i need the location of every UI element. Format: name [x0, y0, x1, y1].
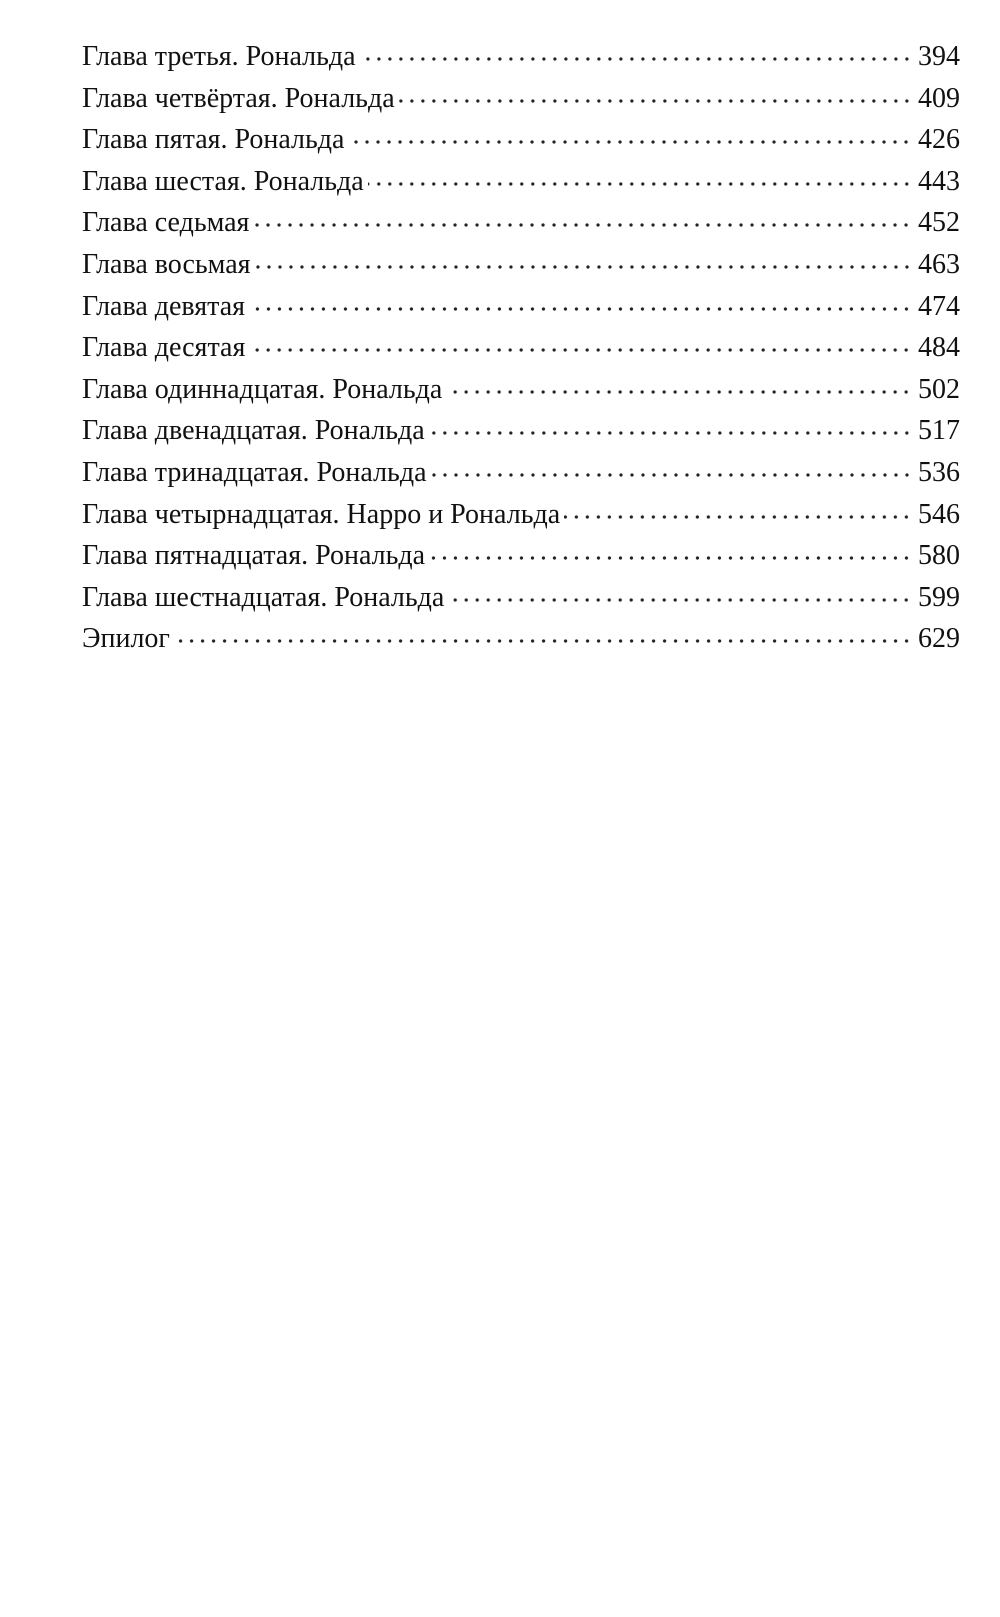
toc-entry: [82, 494, 960, 536]
dot-leader: [348, 120, 912, 148]
toc-entry-page-number: 463: [918, 248, 960, 280]
dot-leader: [249, 328, 912, 356]
toc-entry-title: Глава шестая. Рональда: [82, 165, 364, 197]
toc-entry: [82, 161, 960, 203]
dot-leader: [249, 287, 912, 315]
toc-entry: [82, 452, 960, 494]
dot-leader: [360, 37, 912, 65]
dot-leader: [446, 370, 912, 398]
toc-entry-page-number: 517: [918, 415, 960, 447]
toc-entry: [82, 369, 960, 411]
toc-entry: [82, 78, 960, 120]
dot-leader: [255, 245, 912, 273]
toc-entry-title: Глава пятая. Рональда: [82, 124, 345, 156]
toc-entry-title: Глава одиннадцатая. Рональда: [82, 373, 443, 405]
toc-entry-page-number: 409: [918, 82, 960, 114]
dot-leader: [174, 619, 912, 647]
toc-entry-page-number: 599: [918, 581, 960, 613]
dot-leader: [429, 411, 912, 439]
toc-entry: [82, 36, 960, 78]
toc-entry-page-number: 502: [918, 373, 960, 405]
toc-entry-page-number: 426: [918, 124, 960, 156]
toc-entry-title: Глава четвёртая. Рональда: [82, 82, 395, 114]
toc-entry-page-number: 580: [918, 540, 960, 572]
toc-entry-title: Глава девятая: [82, 290, 246, 322]
dot-leader: [253, 203, 912, 231]
dot-leader: [368, 162, 912, 190]
toc-entry-page-number: 474: [918, 290, 960, 322]
toc-entry-page-number: 629: [918, 623, 960, 655]
dot-leader: [564, 495, 912, 523]
toc-entry-page-number: 394: [918, 41, 960, 72]
toc-entry: [82, 244, 960, 286]
table-of-contents: [82, 36, 960, 660]
toc-entry-title: Глава шестнадцатая. Рональда: [82, 581, 445, 613]
toc-entry: [82, 202, 960, 244]
dot-leader: [431, 453, 912, 481]
toc-entry-title: Глава двенадцатая. Рональда: [82, 415, 425, 447]
toc-entry-title: Глава четырнадцатая. Нарро и Рональда: [82, 498, 561, 530]
toc-entry-page-number: 536: [918, 456, 960, 488]
toc-entry-title: Эпилог: [82, 623, 170, 655]
toc-entry: [82, 577, 960, 619]
toc-entry-page-number: 452: [918, 207, 960, 239]
toc-entry-page-number: 443: [918, 165, 960, 197]
toc-entry: [82, 327, 960, 369]
toc-entry: [82, 119, 960, 161]
toc-entry: [82, 286, 960, 328]
toc-entry-title: Глава восьмая: [82, 248, 251, 280]
toc-entry-title: Глава пятнадцатая. Рональда: [82, 540, 426, 572]
dot-leader: [429, 536, 912, 564]
toc-entry-title: Глава десятая: [82, 332, 246, 364]
toc-entry-title: Глава седьмая: [82, 207, 250, 239]
toc-entry-page-number: 484: [918, 332, 960, 364]
toc-entry: [82, 535, 960, 577]
toc-entry: [82, 410, 960, 452]
dot-leader: [448, 578, 912, 606]
toc-entry: [82, 618, 960, 660]
dot-leader: [399, 79, 912, 107]
toc-entry-title: Глава тринадцатая. Рональда: [82, 456, 427, 488]
toc-entry-title: Глава третья. Рональда: [82, 41, 356, 72]
toc-entry-page-number: 546: [918, 498, 960, 530]
